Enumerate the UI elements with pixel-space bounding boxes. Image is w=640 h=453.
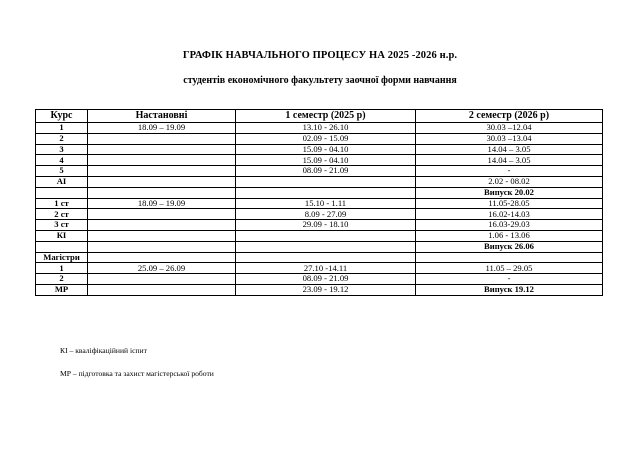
cell-course: 2 [36, 133, 88, 144]
cell-course: 3 [36, 144, 88, 155]
cell-course: 2 [36, 274, 88, 285]
cell-semester-1 [236, 241, 416, 252]
table-row [36, 241, 603, 252]
cell-semester-2: 30.03 –13.04 [416, 133, 603, 144]
cell-semester-2: 2.02 - 08.02 [416, 176, 603, 187]
schedule-table [35, 109, 603, 296]
cell-course: КІ [36, 230, 88, 241]
cell-course: 4 [36, 155, 88, 166]
cell-semester-1: 15.10 - 1.11 [236, 198, 416, 209]
table-row [36, 123, 603, 134]
cell-course [36, 187, 88, 198]
table-row [36, 209, 603, 220]
cell-semester-1: 29.09 - 18.10 [236, 220, 416, 231]
cell-intro [88, 252, 236, 263]
cell-intro [88, 284, 236, 295]
table-row [36, 187, 603, 198]
cell-semester-2: 14.04 – 3.05 [416, 144, 603, 155]
cell-semester-2: Випуск 19.12 [416, 284, 603, 295]
document-subtitle: студентів економічного факультету заочної форми навчання [183, 75, 457, 86]
cell-course: 5 [36, 166, 88, 177]
table-row [36, 198, 603, 209]
cell-semester-1: 23.09 - 19.12 [236, 284, 416, 295]
cell-semester-1: 08.09 - 21.09 [236, 166, 416, 177]
cell-semester-2: 16.03-29.03 [416, 220, 603, 231]
cell-semester-1 [236, 176, 416, 187]
cell-semester-2: Випуск 20.02 [416, 187, 603, 198]
note-ki: КІ – кваліфікаційний іспит [60, 346, 147, 355]
table-row [36, 252, 603, 263]
cell-intro [88, 155, 236, 166]
cell-semester-1 [236, 252, 416, 263]
cell-semester-1: 02.09 - 15.09 [236, 133, 416, 144]
table-row [36, 263, 603, 274]
cell-semester-2: - [416, 166, 603, 177]
cell-semester-1: 15.09 - 04.10 [236, 155, 416, 166]
header-semester-2: 2 семестр (2026 р) [416, 110, 603, 123]
header-course: Курс [36, 110, 88, 123]
header-semester-1: 1 семестр (2025 р) [236, 110, 416, 123]
cell-semester-2: 1.06 - 13.06 [416, 230, 603, 241]
cell-intro [88, 241, 236, 252]
table-row [36, 144, 603, 155]
cell-course [36, 241, 88, 252]
table-row [36, 230, 603, 241]
cell-semester-1 [236, 187, 416, 198]
cell-semester-1: 13.10 - 26.10 [236, 123, 416, 134]
cell-semester-2: 16.02-14.03 [416, 209, 603, 220]
document-title: ГРАФІК НАВЧАЛЬНОГО ПРОЦЕСУ НА 2025 -2026 н.р. [182, 50, 458, 61]
table-header-row [36, 110, 603, 123]
note-mr: МР – підготовка та захист магістерської роботи [60, 369, 214, 378]
cell-intro [88, 230, 236, 241]
cell-course: Магістри [36, 252, 88, 263]
cell-intro [88, 133, 236, 144]
cell-semester-1: 15.09 - 04.10 [236, 144, 416, 155]
cell-intro: 18.09 – 19.09 [88, 123, 236, 134]
cell-semester-2: - [416, 274, 603, 285]
table-row [36, 220, 603, 231]
schedule-body [36, 123, 603, 296]
table-row [36, 166, 603, 177]
cell-semester-2: 14.04 – 3.05 [416, 155, 603, 166]
cell-intro [88, 274, 236, 285]
cell-semester-2 [416, 252, 603, 263]
cell-semester-2: 11.05-28.05 [416, 198, 603, 209]
table-row [36, 274, 603, 285]
cell-semester-1: 27.10 -14.11 [236, 263, 416, 274]
cell-course: АІ [36, 176, 88, 187]
cell-semester-1: 08.09 - 21.09 [236, 274, 416, 285]
table-row [36, 284, 603, 295]
cell-semester-2: 30.03 –12.04 [416, 123, 603, 134]
cell-intro: 18.09 – 19.09 [88, 198, 236, 209]
cell-intro [88, 220, 236, 231]
table-row [36, 133, 603, 144]
cell-course: 2 ст [36, 209, 88, 220]
cell-course: МР [36, 284, 88, 295]
cell-intro [88, 166, 236, 177]
cell-intro [88, 176, 236, 187]
table-row [36, 155, 603, 166]
cell-course: 1 [36, 263, 88, 274]
cell-intro [88, 209, 236, 220]
cell-intro: 25.09 – 26.09 [88, 263, 236, 274]
cell-semester-2: Випуск 26.06 [416, 241, 603, 252]
cell-intro [88, 187, 236, 198]
table-row [36, 176, 603, 187]
cell-semester-1: 8.09 - 27.09 [236, 209, 416, 220]
cell-course: 3 ст [36, 220, 88, 231]
cell-course: 1 [36, 123, 88, 134]
cell-semester-1 [236, 230, 416, 241]
cell-semester-2: 11.05 – 29.05 [416, 263, 603, 274]
cell-intro [88, 144, 236, 155]
cell-course: 1 ст [36, 198, 88, 209]
header-intro: Настановні [88, 110, 236, 123]
